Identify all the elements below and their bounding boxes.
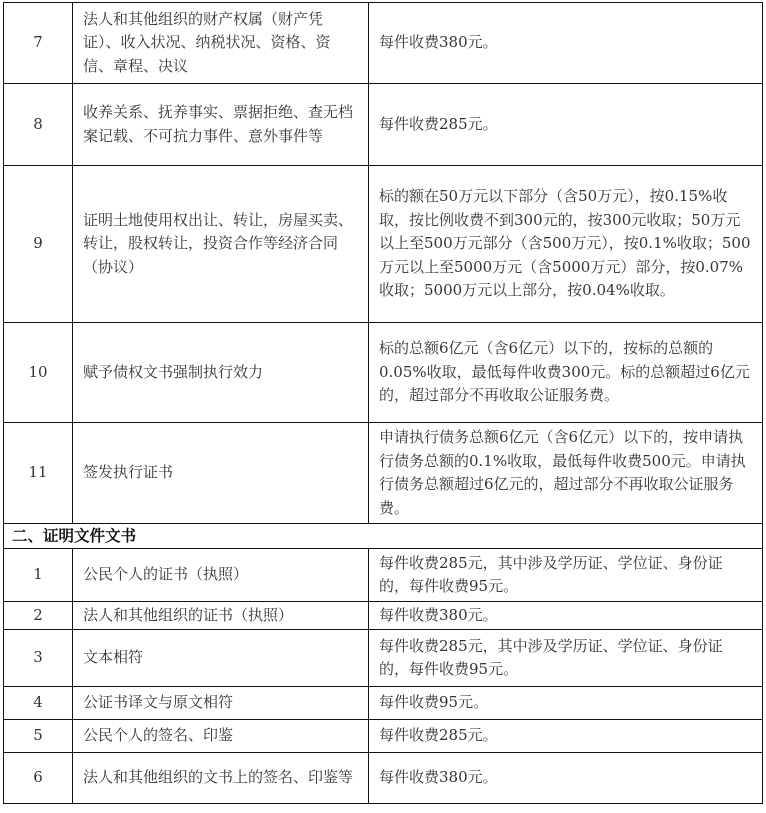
row-number: 1 [4, 549, 73, 602]
row-number: 8 [4, 84, 73, 166]
notary-fee-table [3, 2, 763, 804]
table-row [4, 3, 763, 84]
notary-item: 法人和其他组织的文书上的签名、印鉴等 [73, 753, 369, 804]
row-number: 3 [4, 630, 73, 687]
table-row [4, 166, 763, 323]
table-row [4, 423, 763, 524]
table-row [4, 630, 763, 687]
notary-item: 证明土地使用权出让、转让，房屋买卖、转让，股权转让，投资合作等经济合同（协议） [73, 166, 369, 323]
fee-standard: 每件收费285元。 [369, 84, 763, 166]
notary-item: 签发执行证书 [73, 423, 369, 524]
fee-standard: 每件收费285元，其中涉及学历证、学位证、身份证的，每件收费95元。 [369, 549, 763, 602]
section-title: 二、证明文件文书 [4, 524, 763, 549]
row-number: 9 [4, 166, 73, 323]
notary-item: 文本相符 [73, 630, 369, 687]
table-row [4, 753, 763, 804]
fee-standard: 每件收费285元。 [369, 720, 763, 753]
notary-item: 法人和其他组织的财产权属（财产凭证）、收入状况、纳税状况、资格、资信、章程、决议 [73, 3, 369, 84]
notary-item: 公证书译文与原文相符 [73, 687, 369, 720]
fee-standard: 每件收费380元。 [369, 602, 763, 630]
table-row [4, 84, 763, 166]
notary-item: 赋予债权文书强制执行效力 [73, 323, 369, 423]
fee-standard: 标的额在50万元以下部分（含50万元），按0.15%收取，按比例收费不到300元的，按300元收取；50万元以上至500万元部分（含500万元），按0.1%收取；500万元以上至5000万元（含5000万元）部分，按0.07%收取；5000万元以上部分，按0.04%收取。 [369, 166, 763, 323]
notary-item: 法人和其他组织的证书（执照） [73, 602, 369, 630]
fee-standard: 每件收费380元。 [369, 753, 763, 804]
table-row [4, 602, 763, 630]
fee-standard: 每件收费95元。 [369, 687, 763, 720]
fee-standard: 每件收费285元，其中涉及学历证、学位证、身份证的，每件收费95元。 [369, 630, 763, 687]
section-header-row [4, 524, 763, 549]
table-row [4, 549, 763, 602]
fee-standard: 每件收费380元。 [369, 3, 763, 84]
row-number: 2 [4, 602, 73, 630]
table-row [4, 720, 763, 753]
notary-item: 公民个人的签名、印鉴 [73, 720, 369, 753]
notary-item: 公民个人的证书（执照） [73, 549, 369, 602]
row-number: 11 [4, 423, 73, 524]
table-row [4, 687, 763, 720]
fee-standard: 申请执行债务总额6亿元（含6亿元）以下的，按申请执行债务总额的0.1%收取，最低每件收费500元。申请执行债务总额超过6亿元的，超过部分不再收取公证服务费。 [369, 423, 763, 524]
row-number: 7 [4, 3, 73, 84]
row-number: 10 [4, 323, 73, 423]
row-number: 4 [4, 687, 73, 720]
table-row [4, 323, 763, 423]
fee-standard: 标的总额6亿元（含6亿元）以下的，按标的总额的0.05%收取，最低每件收费300元。标的总额超过6亿元的，超过部分不再收取公证服务费。 [369, 323, 763, 423]
row-number: 5 [4, 720, 73, 753]
row-number: 6 [4, 753, 73, 804]
notary-item: 收养关系、抚养事实、票据拒绝、查无档案记载、不可抗力事件、意外事件等 [73, 84, 369, 166]
